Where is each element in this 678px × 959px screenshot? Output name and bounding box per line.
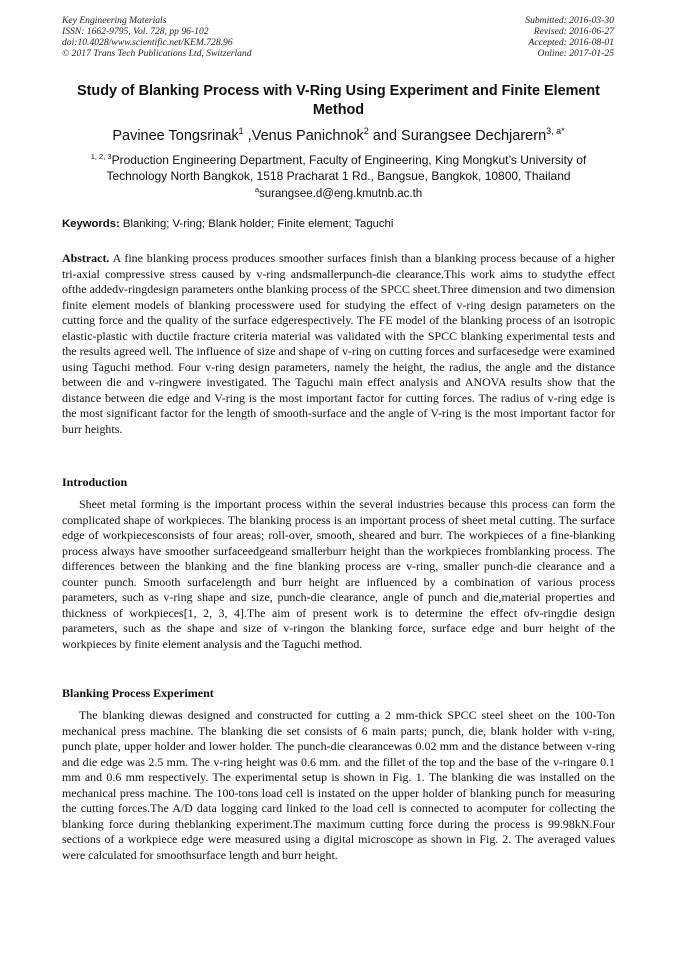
keywords-text: Blanking; V-ring; Blank holder; Finite element; Taguchi xyxy=(119,218,394,230)
email-sup: a xyxy=(254,185,259,194)
introduction-heading: Introduction xyxy=(62,475,128,489)
author-list xyxy=(62,122,615,145)
copyright-line: © 2017 Trans Tech Publications Ltd, Switzerland xyxy=(62,48,252,59)
author-1: Pavinee Tongsrinak xyxy=(112,128,239,144)
journal-info xyxy=(62,15,252,59)
abstract-label: Abstract. xyxy=(62,251,110,265)
experiment-heading: Blanking Process Experiment xyxy=(62,686,214,700)
submitted-date: Submitted: 2016-03-30 xyxy=(525,15,614,26)
revised-date: Revised: 2016-06-27 xyxy=(533,26,614,37)
author-2-sup: 2 xyxy=(363,126,369,136)
author-3-sup: 3, a* xyxy=(546,126,565,136)
affiliation-text: Production Engineering Department, Faculty of Engineering, King Mongkut’s University of Technology North Bangkok, 1518 Pracharat 1 Rd., Bangsue, Bangkok, 10800, Thailand xyxy=(106,153,587,183)
affiliation xyxy=(62,149,615,184)
introduction-paragraph: Sheet metal forming is the important process within the several industries because this process can form the complicated shape of workpieces. The blanking process is an important process of sheet metal cutting. The surface edge of workpiecesconsists of four areas; roll-over, smooth, sheared and burr. The workpieces of a fine-blanking process always have smoother surfaceedgeand smallerburr height than the workpieces fromblanking process. The differences between the blanking and the fine blanking process are v-ring, smaller punch-die clearance and a counter punch. Smooth surfacelength and burr height are influenced by a combination of various process parameters, such as v-ring shape and size, punch-die clearance, angle of punch and die,material properties and thickness of workpieces[1, 2, 3, 4].The aim of present work is to determine the effect ofv-ringdie design parameters, such as the shape and size of v-ringon the blanking force, surface edge and burr height of the workpieces by finite element analysis and the Taguchi method. xyxy=(62,497,615,651)
online-date: Online: 2017-01-25 xyxy=(537,48,614,59)
keywords xyxy=(62,218,615,230)
author-1-sup: 1 xyxy=(238,126,244,136)
journal-name: Key Engineering Materials xyxy=(62,15,167,26)
author-2: ,Venus Panichnok xyxy=(243,128,364,144)
author-3: and Surangsee Dechjarern xyxy=(368,128,547,144)
issn-line: ISSN: 1662-9795, Vol. 728, pp 96-102 xyxy=(62,26,209,37)
affiliation-sup: 1, 2, 3 xyxy=(90,152,112,161)
accepted-date: Accepted: 2016-08-01 xyxy=(528,37,614,48)
submission-dates xyxy=(525,15,614,59)
author-email xyxy=(62,185,615,200)
paper-title: Study of Blanking Process with V-Ring Using Experiment and Finite Element Method xyxy=(77,83,600,118)
keywords-label: Keywords: xyxy=(62,218,120,230)
experiment-paragraph: The blanking diewas designed and constructed for cutting a 2 mm-thick SPCC steel sheet on the 100-Ton mechanical press machine. The blanking die set consists of 6 main parts; punch, die, blank holder with v-ring, punch plate, upper holder and lower holder. The punch-die clearancewas 0.02 mm and the distance between v-ring and die edge was 2.5 mm. The v-ring height was 0.6 mm. and the fillet of the top and the base of the v-ringare 0.1 mm and 0.6 mm respectively. The experimental setup is shown in Fig. 1. The blanking die was installed on the mechanical press machine. The 100-tons load cell is instated on the upper holder of blanking punch for measuring the cutting forces.The A/D data logging card linked to the load cell is connected to acomputer for collecting the blanking force during theblanking experiment.The maximum cutting force during the process is 99.98kN.Four sections of a workpiece edge were measured using a digital microscope as shown in Fig. 2. The averaged values were calculated for smoothsurface length and burr height. xyxy=(62,708,615,862)
email-text[interactable]: surangsee.d@eng.kmutnb.ac.th xyxy=(258,188,423,200)
abstract-text: A fine blanking process produces smoother surfaces finish than a blanking process because of a higher tri-axial compressive stress caused by v-ring andsmallerpunch-die clearance.This work aims to studythe effect ofthe addedv-ringdesign parameters onthe blanking process of the SPCC sheet.Three dimension and two dimension finite element models of blanking processwere used for studying the effect of v-ring design parameters on the cutting force and the quality of the surface edgerespectively. The FE model of the blanking process of an isotropic elastic-plastic with ductile fracture criteria material was validated with the SPCC blanking experimental tests and the results agreed well. The influence of size and shape of v-ring on cutting forces and surfacesedge were examined using Taguchi method. Four v-ring design parameters, namely the height, the radius, the angle and the distance between die and v-ringwere investigated. The Taguchi main effect analysis and ANOVA results show that the distance between die edge and V-ring is the most important factor for cutting forces. The radius of v-ring edge is the most significant factor for the length of smooth-surface and the angle of V-ring is the most important factor for burr heights. xyxy=(62,251,615,437)
abstract xyxy=(62,251,615,438)
doi-line: doi:10.4028/www.scientific.net/KEM.728.96 xyxy=(62,37,233,48)
